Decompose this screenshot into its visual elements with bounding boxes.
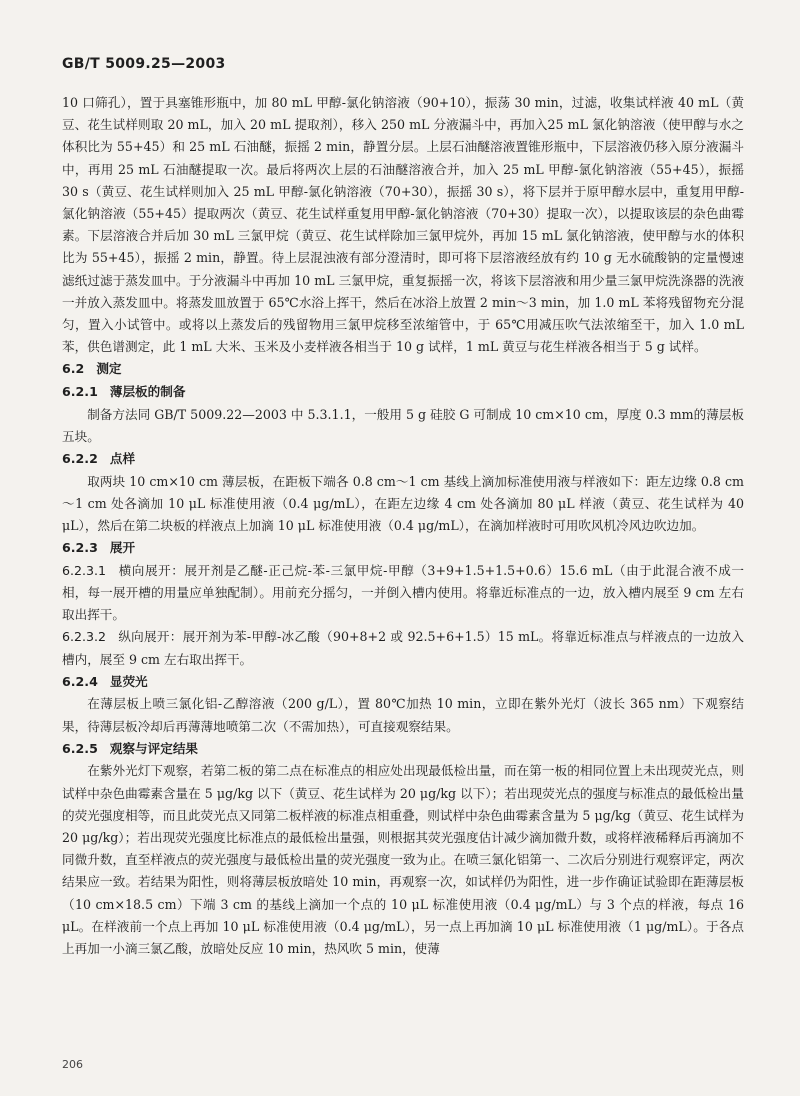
page-number: 206 <box>62 1058 83 1071</box>
paragraph-6-2-5: 在紫外光灯下观察，若第二板的第二点在标准点的相应处出现最低检出量，而在第一板的相同位置上未出现荧光点，则试样中杂色曲霉素含量在 5 μg/kg 以下（黄豆、花生试样为 20 μg/kg 以下）；若出现荧光点的强度与标准点的最低检出量的荧光强度相等，而且此荧光点又同第二板样液的标准点相重叠，则试样中杂色曲霉素含量为 5 μg/kg（黄豆、花生试样为 20 μg/kg）；若出现荧光强度比标准点的最低检出量强，则根据其荧光强度估计减少滴加微升数，或将样液稀释后再滴加不同微升数，直至样液点的荧光强度与最低检出量的荧光强度一致为止。在喷三氯化铝第一、二次后分别进行观察评定，两次结果应一致。若结果为阳性，则将薄层板放暗处 10 min，再观察一次，如试样仍为阳性，进一步作确证试验即在距薄层板（10 cm×18.5 cm）下端 3 cm 的基线上滴加一个点的 10 μL 标准使用液（0.4 μg/mL）与 3 个点的样液，每点 16 μL。在样液前一个点上再加 10 μL 标准使用液（0.4 μg/mL），另一点上再加滴 10 μL 标准使用液（1 μg/mL）。于各点上再加一小滴三氯乙酸，放暗处反应 10 min，热风吹 5 min，使薄 <box>62 763 744 957</box>
section-number: 6.2.2 <box>62 451 98 467</box>
section-heading-6-2 <box>62 358 744 381</box>
paragraph-6-2-3-1 <box>62 560 744 627</box>
paragraph-6-2-2: 取两块 10 cm×10 cm 薄层板，在距板下端各 0.8 cm～1 cm 基线上滴加标准使用液与样液如下：距左边缘 0.8 cm～1 cm 处各滴加 10 μL 标准使用液（0.4 μg/mL），在距左边缘 4 cm 处各滴加 80 μL 样液（黄豆、花生试样为 40 μL），然后在第二块板的样液点上加滴 10 μL 标准使用液（0.4 μg/mL），在滴加样液时可用吹风机冷风边吹边加。 <box>62 473 744 534</box>
section-number: 6.2.4 <box>62 673 98 689</box>
section-title: 显荧光 <box>109 673 148 689</box>
section-title: 点样 <box>109 451 136 467</box>
section-number: 6.2 <box>62 361 85 377</box>
section-title: 测定 <box>96 361 122 377</box>
paragraph-text: 横向展开：展开剂是乙醚-正己烷-苯-三氯甲烷-甲醇（3+9+1.5+1.5+0.6）15.6 mL（由于此混合液不成一相，每一展开槽的用量应单独配制）。用前充分摇匀，一并倒入槽内使用。将靠近标准点的一边，放入槽内展至 9 cm 左右取出挥干。 <box>62 562 744 623</box>
paragraph-6-2-4: 在薄层板上喷三氯化铝-乙醇溶液（200 g/L），置 80℃加热 10 min，立即在紫外光灯（波长 365 nm）下观察结果，待薄层板冷却后再薄薄地喷第二次（不需加热），可直接观察结果。 <box>62 696 744 734</box>
document-body <box>62 92 744 960</box>
section-heading-6-2-2 <box>62 448 744 471</box>
section-number: 6.2.3 <box>62 540 98 556</box>
section-heading-6-2-1 <box>62 381 744 404</box>
standard-number: GB/T 5009.25—2003 <box>62 56 226 72</box>
section-title: 观察与评定结果 <box>109 740 199 756</box>
paragraph-6-2-1: 制备方法同 GB/T 5009.22—2003 中 5.3.1.1，一般用 5 g 硅胶 G 可制成 10 cm×10 cm，厚度 0.3 mm的薄层板五块。 <box>62 406 744 444</box>
section-number: 6.2.5 <box>62 740 98 756</box>
paragraph-intro: 10 口筛孔），置于具塞锥形瓶中，加 80 mL 甲醇-氯化钠溶液（90+10），振荡 30 min，过滤，收集试样液 40 mL（黄豆、花生试样则取 20 mL，加入 20 mL 提取剂），移入 250 mL 分液漏斗中，再加入25 mL 氯化钠溶液（使甲醇与水之体积比为 55+45）和 25 mL 石油醚，振摇 2 min，静置分层。上层石油醚溶液置锥形瓶中，下层溶液仍移入原分液漏斗中，再用 25 mL 石油醚提取一次。最后将两次上层的石油醚溶液合并，加入 25 mL 甲醇-氯化钠溶液（55+45），振摇30 s（黄豆、花生试样则加入 25 mL 甲醇-氯化钠溶液（70+30），振摇 30 s），将下层并于原甲醇水层中，重复用甲醇-氯化钠溶液（55+45）提取两次（黄豆、花生试样重复用甲醇-氯化钠溶液（70+30）提取一次），以提取该层的杂色曲霉素。下层溶液合并后加 30 mL 三氯甲烷（黄豆、花生试样除加三氯甲烷外，再加 15 mL 氯化钠溶液，使甲醇与水的体积比为 55+45），振摇 2 min，静置。待上层混浊液有部分澄清时，即可将下层溶液经放有约 10 g 无水硫酸钠的定量慢速滤纸过滤于蒸发皿中。于分液漏斗中再加 10 mL 三氯甲烷，重复振摇一次，将该下层溶液和用少量三氯甲烷洗涤器的洗液一并放入蒸发皿中。将蒸发皿放置于 65℃水浴上挥干，然后在冰浴上放置 2 min～3 min，加 1.0 mL 苯将残留物充分混匀，置入小试管中。或将以上蒸发后的残留物用三氯甲烷移至浓缩管中，于 65℃用减压吹气法浓缩至干，加入 1.0 mL 苯，供色谱测定，此 1 mL 大米、玉米及小麦样液各相当于 10 g 试样，1 mL 黄豆与花生样液各相当于 5 g 试样。 <box>62 95 744 355</box>
section-title: 展开 <box>109 540 136 556</box>
section-number: 6.2.3.1 <box>62 562 107 578</box>
paragraph-6-2-3-2 <box>62 626 744 670</box>
section-title: 薄层板的制备 <box>109 384 186 400</box>
section-heading-6-2-4 <box>62 671 744 694</box>
section-heading-6-2-5 <box>62 738 744 761</box>
section-number: 6.2.3.2 <box>62 629 107 645</box>
section-number: 6.2.1 <box>62 384 98 400</box>
paragraph-text: 纵向展开：展开剂为苯-甲醇-冰乙酸（90+8+2 或 92.5+6+1.5）15 mL。将靠近标准点与样液点的一边放入槽内，展至 9 cm 左右取出挥干。 <box>62 629 744 667</box>
section-heading-6-2-3 <box>62 537 744 560</box>
